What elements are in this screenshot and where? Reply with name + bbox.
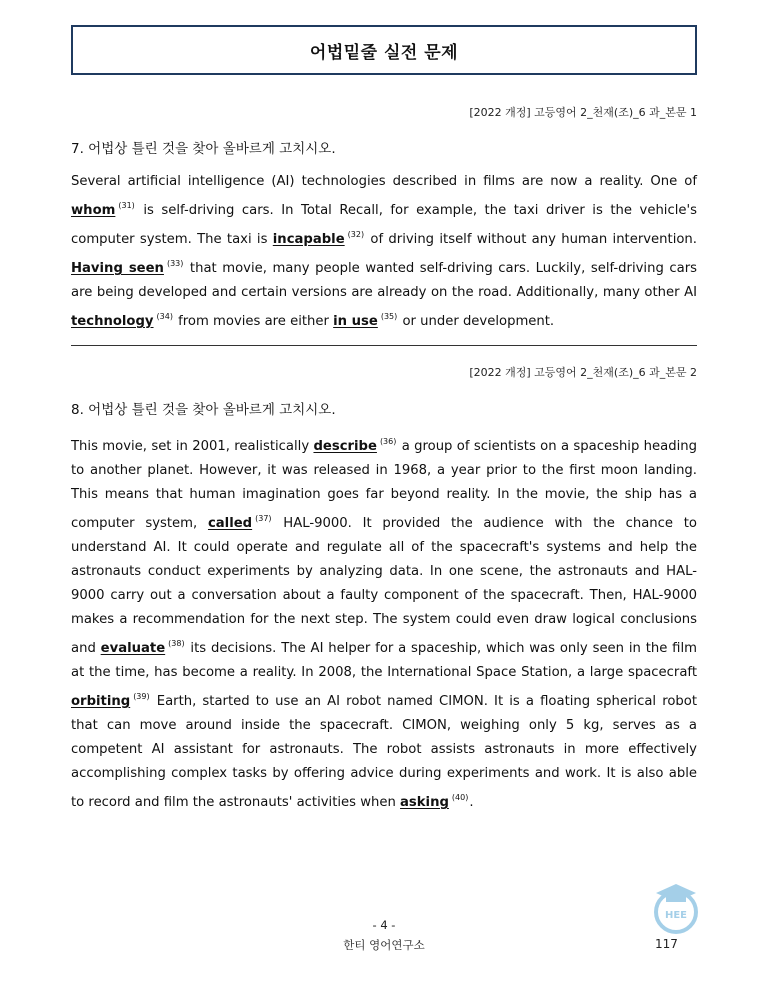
source-label-2: [2022 개정] 고등영어 2_천재(조)_6 과_본문 2 [469,366,697,379]
item-number: (35) [380,312,398,321]
passage-text: . [469,795,474,810]
title-box [71,25,697,75]
passage-text: from movies are either [173,314,334,329]
underlined-item: describe [313,439,377,454]
passage-1 [71,170,697,334]
source-label-1: [2022 개정] 고등영어 2_천재(조)_6 과_본문 1 [469,106,697,119]
question-8: 8. 어법상 틀린 것을 찾아 올바르게 고치시오. [71,402,336,418]
underlined-item: orbiting [71,694,131,709]
item-number: (40) [451,793,469,802]
divider-line [71,345,697,346]
underlined-item: asking [400,795,449,810]
item-number: (39) [133,692,150,701]
item-number: (32) [347,230,365,239]
underlined-item: in use [333,314,378,329]
underlined-item: evaluate [100,641,166,656]
passage-text: that movie, many people wanted self-driving cars. Luckily, self-driving cars are being developed and certain versions are already on the road. Additionally, many other AI [71,261,697,300]
item-number: (31) [118,201,135,210]
item-number: (33) [166,259,184,268]
page-number: - 4 - [372,918,396,932]
footer-number: 117 [655,937,678,951]
underlined-item: whom [71,203,116,218]
passage-text: or under development. [398,314,555,329]
passage-text: is self-driving cars. In Total Recall, for example, the taxi driver is the vehicle's computer system. The taxi is [71,203,697,247]
underlined-item: incapable [272,232,345,247]
item-number: (37) [255,514,272,523]
passage-text: HAL-9000. It provided the audience with the chance to understand AI. It could operate and regulate all of the spacecraft's systems and help the astronauts conduct experiments by analyzing data. In one scene, the astronauts and HAL-9000 carry out a conversation about a faulty component of the spacecraft. Then, HAL-9000 makes a recommendation for the next step. The system could even draw logical conclusions and [71,516,697,656]
organization-name: 한티 영어연구소 [343,938,425,952]
underlined-item: called [207,516,253,531]
logo-text: HEE [664,910,688,921]
passage-text: its decisions. The AI helper for a spaceship, which was only seen in the film at the time, has become a reality. In 2008, the International Space Station, a large spacecraft [71,641,697,680]
underlined-item: technology [71,314,154,329]
passage-text: This movie, set in 2001, realistically [71,439,314,454]
passage-text: Several artificial intelligence (AI) technologies described in films are now a reality. One of [71,174,697,189]
page-title: 어법밑줄 실전 문제 [309,42,459,63]
item-number: (34) [156,312,173,321]
item-number: (36) [379,437,397,446]
question-7: 7. 어법상 틀린 것을 찾아 올바르게 고치시오. [71,141,336,157]
graduation-cap-logo-icon [648,880,704,936]
passage-2 [71,430,697,815]
underlined-item: Having seen [71,261,164,276]
passage-text: a group of scientists on a spaceship heading to another planet. However, it was released in 1968, a year prior to the first moon landing. This means that human imagination goes far beyond reality. In the movie, the ship has a computer system, [71,439,697,531]
item-number: (38) [168,639,185,648]
passage-text: of driving itself without any human intervention. [365,232,697,247]
passage-text: Earth, started to use an AI robot named CIMON. It is a floating spherical robot that can move around inside the spacecraft. CIMON, weighing only 5 kg, serves as a competent AI assistant for astronauts. The robot assists astronauts in more effectively accomplishing complex tasks by offering advice during experiments and work. It is also able to record and film the astronauts' activities when [71,694,697,810]
